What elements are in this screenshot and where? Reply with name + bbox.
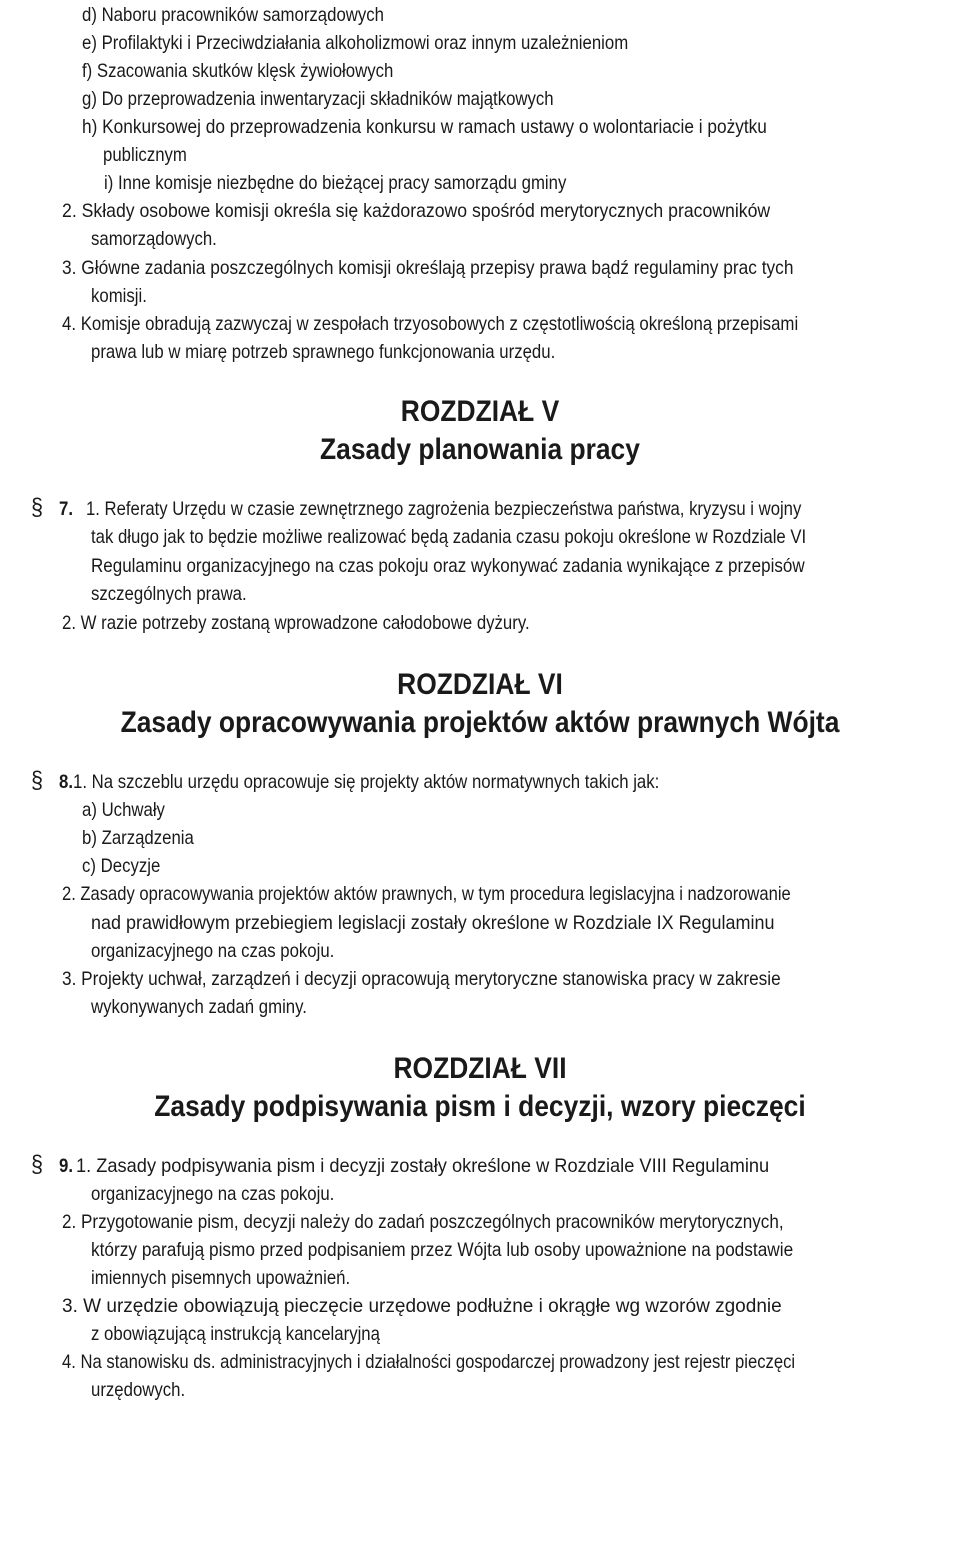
paragraph-line: tak długo jak to będzie możliwe realizować będą zadania czasu pokoju określone w Rozdziale VI bbox=[91, 526, 807, 548]
chapter-subtitle: Zasady podpisywania pism i decyzji, wzory pieczęci bbox=[154, 1090, 806, 1123]
list-item: a) Uchwały bbox=[82, 799, 165, 821]
section-number: 7. bbox=[59, 498, 73, 520]
paragraph-line: którzy parafują pismo przed podpisaniem przez Wójta lub osoby upoważnione na podstawie bbox=[91, 1239, 794, 1261]
paragraph-line: z obowiązującą instrukcją kancelaryjną bbox=[91, 1323, 380, 1345]
paragraph-line: 3. Główne zadania poszczególnych komisji określają przepisy prawa bądź regulaminy prac tych bbox=[62, 257, 794, 279]
paragraph-line: 4. Komisje obradują zazwyczaj w zespołach trzyosobowych z częstotliwością określoną przepisami bbox=[62, 313, 799, 335]
paragraph-line: 2. Przygotowanie pism, decyzji należy do zadań poszczególnych pracowników merytorycznych, bbox=[62, 1211, 784, 1233]
paragraph-line: 1. Na szczeblu urzędu opracowuje się projekty aktów normatywnych takich jak: bbox=[73, 771, 660, 793]
paragraph-line: 3. Projekty uchwał, zarządzeń i decyzji opracowują merytoryczne stanowiska pracy w zakresie bbox=[62, 968, 781, 990]
paragraph-line: samorządowych. bbox=[91, 228, 217, 250]
chapter-subtitle: Zasady opracowywania projektów aktów prawnych Wójta bbox=[120, 706, 840, 739]
paragraph-line: komisji. bbox=[91, 285, 147, 307]
paragraph-line: prawa lub w miarę potrzeb sprawnego funkcjonowania urzędu. bbox=[91, 341, 556, 363]
paragraph-line: Regulaminu organizacyjnego na czas pokoju oraz wykonywać zadania wynikające z przepisów bbox=[91, 555, 805, 577]
section-sign: § bbox=[31, 1151, 44, 1178]
list-item: c) Decyzje bbox=[82, 855, 161, 877]
list-item: h) Konkursowej do przeprowadzenia konkursu w ramach ustawy o wolontariacie i pożytku bbox=[82, 116, 767, 138]
paragraph-line: 2. Składy osobowe komisji określa się każdorazowo spośród merytorycznych pracowników bbox=[62, 200, 771, 222]
paragraph-line: wykonywanych zadań gminy. bbox=[91, 996, 307, 1018]
list-item-continued: publicznym bbox=[103, 144, 187, 166]
paragraph-line: 3. W urzędzie obowiązują pieczęcie urzędowe podłużne i okrągłe wg wzorów zgodnie bbox=[62, 1295, 782, 1317]
list-item: d) Naboru pracowników samorządowych bbox=[82, 4, 384, 26]
list-item: f) Szacowania skutków klęsk żywiołowych bbox=[82, 60, 394, 82]
paragraph-line: urzędowych. bbox=[91, 1379, 186, 1401]
paragraph-line: 1. Zasady podpisywania pism i decyzji zostały określone w Rozdziale VIII Regulaminu bbox=[76, 1155, 770, 1177]
section-number: 9. bbox=[59, 1155, 73, 1177]
paragraph-line: nad prawidłowym przebiegiem legislacji zostały określone w Rozdziale IX Regulaminu bbox=[91, 912, 775, 934]
paragraph-line: 4. Na stanowisku ds. administracyjnych i działalności gospodarczej prowadzony jest rejestr pieczęci bbox=[62, 1351, 796, 1373]
paragraph-line: 1. Referaty Urzędu w czasie zewnętrznego zagrożenia bezpieczeństwa państwa, kryzysu i wojny bbox=[86, 498, 802, 520]
paragraph-line: organizacyjnego na czas pokoju. bbox=[91, 940, 335, 962]
paragraph-line: imiennych pisemnych upoważnień. bbox=[91, 1267, 351, 1289]
paragraph-line: organizacyjnego na czas pokoju. bbox=[91, 1183, 335, 1205]
list-item: b) Zarządzenia bbox=[82, 827, 194, 849]
section-sign: § bbox=[31, 767, 44, 794]
section-sign: § bbox=[31, 494, 44, 521]
section-number: 8. bbox=[59, 771, 73, 793]
chapter-title: ROZDZIAŁ V bbox=[400, 395, 560, 428]
list-item: g) Do przeprowadzenia inwentaryzacji składników majątkowych bbox=[82, 88, 554, 110]
paragraph-line: 2. W razie potrzeby zostaną wprowadzone całodobowe dyżury. bbox=[62, 612, 530, 634]
list-item: e) Profilaktyki i Przeciwdziałania alkoholizmowi oraz innym uzależnieniom bbox=[82, 32, 629, 54]
paragraph-line: szczególnych prawa. bbox=[91, 583, 247, 605]
paragraph-line: 2. Zasady opracowywania projektów aktów prawnych, w tym procedura legislacyjna i nadzorowanie bbox=[62, 883, 791, 905]
chapter-subtitle: Zasady planowania pracy bbox=[320, 433, 640, 466]
list-item: i) Inne komisje niezbędne do bieżącej pracy samorządu gminy bbox=[104, 172, 567, 194]
chapter-title: ROZDZIAŁ VII bbox=[393, 1052, 567, 1085]
chapter-title: ROZDZIAŁ VI bbox=[397, 668, 563, 701]
